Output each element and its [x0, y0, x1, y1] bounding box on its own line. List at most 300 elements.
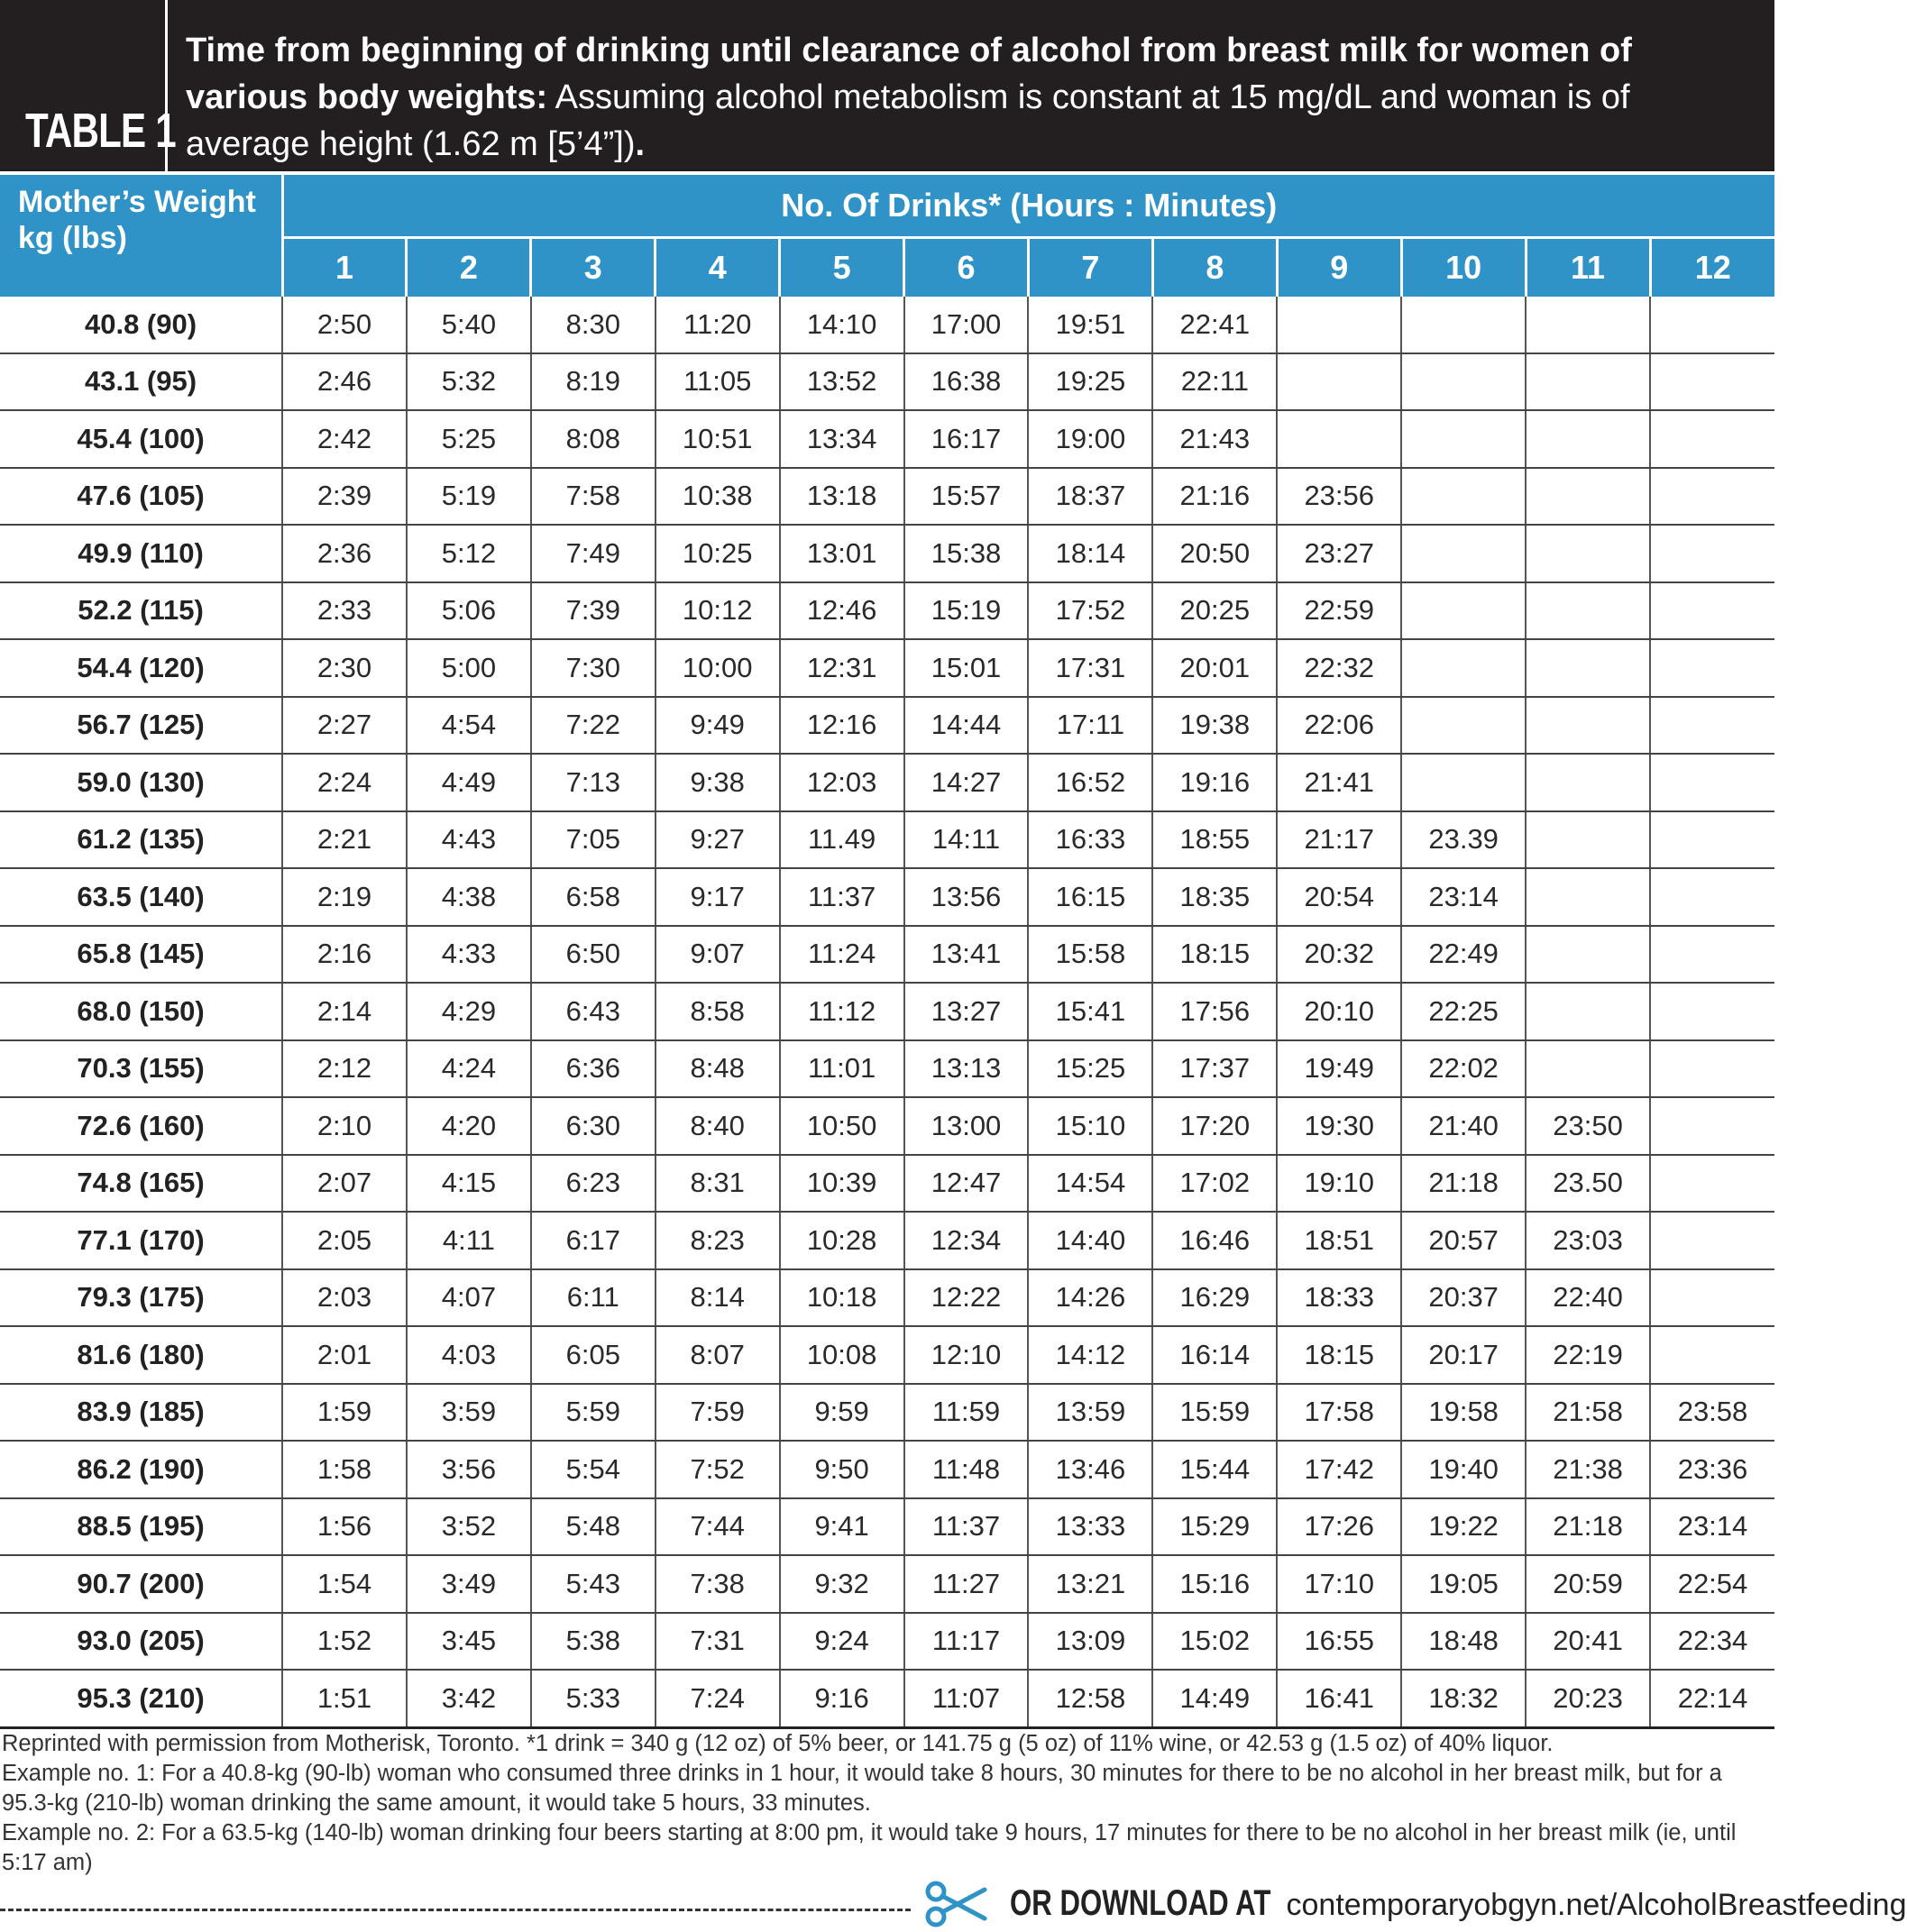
time-cell: 5:38 — [531, 1613, 656, 1671]
time-cell: 1:52 — [282, 1613, 407, 1671]
time-cell: 4:20 — [407, 1097, 531, 1155]
time-cell: 18:15 — [1152, 926, 1277, 984]
time-cell: 19:05 — [1401, 1555, 1526, 1613]
time-cell: 20:01 — [1152, 639, 1277, 697]
time-cell — [1401, 353, 1526, 411]
time-cell: 23:27 — [1277, 525, 1401, 582]
time-cell: 18:33 — [1277, 1269, 1401, 1327]
time-cell: 9:49 — [656, 697, 780, 755]
time-cell: 17:31 — [1028, 639, 1152, 697]
time-cell: 14:49 — [1152, 1670, 1277, 1727]
time-cell: 13:01 — [780, 525, 904, 582]
time-cell: 21:58 — [1526, 1384, 1650, 1442]
time-cell: 22:49 — [1401, 926, 1526, 984]
weight-cell: 77.1 (170) — [0, 1212, 282, 1269]
time-cell: 1:58 — [282, 1441, 407, 1498]
time-cell: 2:10 — [282, 1097, 407, 1155]
time-cell — [1526, 525, 1650, 582]
time-cell: 22:19 — [1526, 1326, 1650, 1384]
time-cell: 16:14 — [1152, 1326, 1277, 1384]
time-cell: 2:27 — [282, 697, 407, 755]
time-cell: 10:25 — [656, 525, 780, 582]
time-cell: 19:16 — [1152, 754, 1277, 811]
weight-cell: 68.0 (150) — [0, 983, 282, 1040]
time-cell: 21:41 — [1277, 754, 1401, 811]
time-cell: 10:08 — [780, 1326, 904, 1384]
time-cell — [1401, 754, 1526, 811]
time-cell: 15:01 — [904, 639, 1029, 697]
time-cell: 17:56 — [1152, 983, 1277, 1040]
drink-count-header: 2 — [407, 238, 531, 298]
time-cell — [1526, 410, 1650, 468]
time-cell: 8:40 — [656, 1097, 780, 1155]
time-cell: 4:33 — [407, 926, 531, 984]
time-cell: 14:40 — [1028, 1212, 1152, 1269]
time-cell: 17:42 — [1277, 1441, 1401, 1498]
table-row — [0, 1441, 1774, 1498]
weight-cell: 61.2 (135) — [0, 811, 282, 869]
weight-cell: 47.6 (105) — [0, 468, 282, 526]
weight-cell: 81.6 (180) — [0, 1326, 282, 1384]
download-label: OR DOWNLOAD AT — [1010, 1883, 1271, 1923]
time-cell: 6:36 — [531, 1040, 656, 1098]
time-cell: 20:17 — [1401, 1326, 1526, 1384]
time-cell: 15:38 — [904, 525, 1029, 582]
table-header-bar — [0, 0, 1774, 171]
weight-cell: 43.1 (95) — [0, 353, 282, 411]
time-cell: 13:00 — [904, 1097, 1029, 1155]
time-cell: 14:12 — [1028, 1326, 1152, 1384]
weight-cell: 59.0 (130) — [0, 754, 282, 811]
weight-cell: 52.2 (115) — [0, 582, 282, 640]
time-cell: 14:10 — [780, 297, 904, 353]
time-cell: 2:24 — [282, 754, 407, 811]
weight-cell: 63.5 (140) — [0, 868, 282, 926]
time-cell — [1526, 868, 1650, 926]
time-cell: 19:58 — [1401, 1384, 1526, 1442]
table-row — [0, 697, 1774, 755]
time-cell: 17:20 — [1152, 1097, 1277, 1155]
weight-cell: 54.4 (120) — [0, 639, 282, 697]
time-cell: 22:54 — [1650, 1555, 1774, 1613]
time-cell: 22:34 — [1650, 1613, 1774, 1671]
time-cell: 7:05 — [531, 811, 656, 869]
time-cell: 10:12 — [656, 582, 780, 640]
time-cell: 22:06 — [1277, 697, 1401, 755]
time-cell: 19:10 — [1277, 1155, 1401, 1213]
time-cell: 12:47 — [904, 1155, 1029, 1213]
time-cell: 5:59 — [531, 1384, 656, 1442]
time-cell — [1401, 639, 1526, 697]
time-cell — [1650, 353, 1774, 411]
time-cell: 6:23 — [531, 1155, 656, 1213]
time-cell — [1526, 297, 1650, 353]
table-row — [0, 1498, 1774, 1556]
time-cell: 12:31 — [780, 639, 904, 697]
time-cell: 16:29 — [1152, 1269, 1277, 1327]
time-cell — [1401, 582, 1526, 640]
drink-count-header: 12 — [1650, 238, 1774, 298]
time-cell: 3:42 — [407, 1670, 531, 1727]
time-cell: 20:59 — [1526, 1555, 1650, 1613]
time-cell — [1401, 697, 1526, 755]
time-cell: 12:10 — [904, 1326, 1029, 1384]
time-cell — [1650, 297, 1774, 353]
table-row — [0, 754, 1774, 811]
time-cell: 18:32 — [1401, 1670, 1526, 1727]
table-row — [0, 1097, 1774, 1155]
time-cell — [1401, 297, 1526, 353]
table-row — [0, 1384, 1774, 1442]
weight-cell: 90.7 (200) — [0, 1555, 282, 1613]
time-cell: 7:31 — [656, 1613, 780, 1671]
time-cell: 12:34 — [904, 1212, 1029, 1269]
time-cell: 14:27 — [904, 754, 1029, 811]
time-cell — [1650, 639, 1774, 697]
time-cell: 7:38 — [656, 1555, 780, 1613]
time-cell: 6:30 — [531, 1097, 656, 1155]
cut-line — [0, 1909, 911, 1911]
time-cell: 23:50 — [1526, 1097, 1650, 1155]
time-cell: 22:41 — [1152, 297, 1277, 353]
time-cell: 9:32 — [780, 1555, 904, 1613]
time-cell: 11:37 — [904, 1498, 1029, 1556]
weight-cell: 74.8 (165) — [0, 1155, 282, 1213]
time-cell: 5:19 — [407, 468, 531, 526]
time-cell: 18:35 — [1152, 868, 1277, 926]
weight-cell: 93.0 (205) — [0, 1613, 282, 1671]
time-cell: 11:07 — [904, 1670, 1029, 1727]
time-cell: 6:17 — [531, 1212, 656, 1269]
table-row — [0, 1613, 1774, 1671]
time-cell: 9:17 — [656, 868, 780, 926]
drink-count-header: 5 — [780, 238, 904, 298]
time-cell: 20:57 — [1401, 1212, 1526, 1269]
time-cell: 15:29 — [1152, 1498, 1277, 1556]
weight-cell: 40.8 (90) — [0, 297, 282, 353]
drink-count-header: 4 — [656, 238, 780, 298]
time-cell: 9:41 — [780, 1498, 904, 1556]
time-cell — [1650, 525, 1774, 582]
time-cell: 4:24 — [407, 1040, 531, 1098]
time-cell: 9:59 — [780, 1384, 904, 1442]
drink-count-header: 1 — [282, 238, 407, 298]
time-cell: 21:40 — [1401, 1097, 1526, 1155]
time-cell: 23:14 — [1650, 1498, 1774, 1556]
time-cell: 20:37 — [1401, 1269, 1526, 1327]
time-cell: 2:03 — [282, 1269, 407, 1327]
time-cell: 9:07 — [656, 926, 780, 984]
time-cell: 22:59 — [1277, 582, 1401, 640]
time-cell: 8:58 — [656, 983, 780, 1040]
time-cell: 2:16 — [282, 926, 407, 984]
weight-cell: 86.2 (190) — [0, 1441, 282, 1498]
time-cell: 16:55 — [1277, 1613, 1401, 1671]
footnote-source: Reprinted with permission from Motherisk, Toronto. *1 drink = 340 g (12 oz) of 5% beer, or 141.75 g (5 oz) of 11% wine, or 42.53 g (1.5 oz) of 40% liquor. — [2, 1731, 1554, 1756]
time-cell: 15:58 — [1028, 926, 1152, 984]
time-cell: 2:30 — [282, 639, 407, 697]
drink-count-header: 8 — [1152, 238, 1277, 298]
time-cell: 23:56 — [1277, 468, 1401, 526]
table-row — [0, 1040, 1774, 1098]
time-cell: 23:58 — [1650, 1384, 1774, 1442]
time-cell: 16:15 — [1028, 868, 1152, 926]
time-cell: 16:52 — [1028, 754, 1152, 811]
drink-count-header: 7 — [1028, 238, 1152, 298]
weight-cell: 72.6 (160) — [0, 1097, 282, 1155]
table-row — [0, 983, 1774, 1040]
time-cell: 13:59 — [1028, 1384, 1152, 1442]
time-cell: 2:19 — [282, 868, 407, 926]
time-cell: 2:33 — [282, 582, 407, 640]
time-cell: 4:38 — [407, 868, 531, 926]
time-cell: 8:19 — [531, 353, 656, 411]
table-row — [0, 525, 1774, 582]
time-cell: 20:54 — [1277, 868, 1401, 926]
time-cell: 13:09 — [1028, 1613, 1152, 1671]
time-cell: 8:14 — [656, 1269, 780, 1327]
drink-count-header: 10 — [1401, 238, 1526, 298]
time-cell — [1650, 1040, 1774, 1098]
time-cell: 7:58 — [531, 468, 656, 526]
time-cell: 21:16 — [1152, 468, 1277, 526]
time-cell: 23.50 — [1526, 1155, 1650, 1213]
time-cell — [1650, 868, 1774, 926]
time-cell: 19:25 — [1028, 353, 1152, 411]
time-cell: 16:46 — [1152, 1212, 1277, 1269]
time-cell: 7:49 — [531, 525, 656, 582]
time-cell: 5:06 — [407, 582, 531, 640]
table-row — [0, 868, 1774, 926]
weight-cell: 79.3 (175) — [0, 1269, 282, 1327]
download-url[interactable]: contemporaryobgyn.net/AlcoholBreastfeeding — [1286, 1888, 1907, 1922]
time-cell: 19:51 — [1028, 297, 1152, 353]
time-cell: 3:45 — [407, 1613, 531, 1671]
time-cell: 14:26 — [1028, 1269, 1152, 1327]
time-cell: 18:51 — [1277, 1212, 1401, 1269]
title-bold: Time from beginning of drinking until clearance of alcohol from breast milk for women of various body weights: — [186, 32, 1632, 116]
table-tag — [0, 0, 176, 171]
table-row — [0, 926, 1774, 984]
time-cell: 2:39 — [282, 468, 407, 526]
time-cell — [1526, 926, 1650, 984]
time-cell: 10:00 — [656, 639, 780, 697]
time-cell: 3:49 — [407, 1555, 531, 1613]
time-cell: 9:27 — [656, 811, 780, 869]
time-cell: 19:30 — [1277, 1097, 1401, 1155]
time-cell: 10:38 — [656, 468, 780, 526]
time-cell: 11:12 — [780, 983, 904, 1040]
time-cell: 2:01 — [282, 1326, 407, 1384]
time-cell: 10:50 — [780, 1097, 904, 1155]
time-cell: 15:16 — [1152, 1555, 1277, 1613]
time-cell — [1650, 1097, 1774, 1155]
time-cell: 18:55 — [1152, 811, 1277, 869]
time-cell: 15:25 — [1028, 1040, 1152, 1098]
weight-cell: 45.4 (100) — [0, 410, 282, 468]
time-cell: 4:43 — [407, 811, 531, 869]
time-cell: 4:29 — [407, 983, 531, 1040]
table-tag-label: TABLE 1 — [25, 104, 176, 158]
time-cell: 20:25 — [1152, 582, 1277, 640]
time-cell: 12:03 — [780, 754, 904, 811]
time-cell: 15:59 — [1152, 1384, 1277, 1442]
table-title — [186, 27, 1755, 168]
time-cell: 13:56 — [904, 868, 1029, 926]
time-cell: 7:59 — [656, 1384, 780, 1442]
time-cell — [1526, 754, 1650, 811]
time-cell: 15:57 — [904, 468, 1029, 526]
weight-cell: 95.3 (210) — [0, 1670, 282, 1727]
time-cell: 8:08 — [531, 410, 656, 468]
drinks-column-header: No. Of Drinks* (Hours : Minutes) — [282, 175, 1774, 238]
time-cell: 23.39 — [1401, 811, 1526, 869]
time-cell: 17:26 — [1277, 1498, 1401, 1556]
time-cell — [1401, 468, 1526, 526]
time-cell: 19:38 — [1152, 697, 1277, 755]
time-cell: 22:40 — [1526, 1269, 1650, 1327]
time-cell — [1526, 983, 1650, 1040]
time-cell: 13:34 — [780, 410, 904, 468]
time-cell — [1650, 811, 1774, 869]
table-row — [0, 1670, 1774, 1727]
time-cell: 4:54 — [407, 697, 531, 755]
time-cell — [1277, 297, 1401, 353]
time-cell: 5:12 — [407, 525, 531, 582]
time-cell: 14:44 — [904, 697, 1029, 755]
time-cell: 16:38 — [904, 353, 1029, 411]
title-end: . — [635, 125, 646, 163]
time-cell — [1526, 811, 1650, 869]
table-row — [0, 1326, 1774, 1384]
table-row — [0, 297, 1774, 353]
time-cell: 1:59 — [282, 1384, 407, 1442]
time-cell: 11:48 — [904, 1441, 1029, 1498]
time-cell: 21:17 — [1277, 811, 1401, 869]
table-row — [0, 468, 1774, 526]
time-cell: 4:03 — [407, 1326, 531, 1384]
time-cell: 9:38 — [656, 754, 780, 811]
time-cell: 16:33 — [1028, 811, 1152, 869]
time-cell — [1401, 410, 1526, 468]
time-cell: 20:10 — [1277, 983, 1401, 1040]
time-cell: 5:33 — [531, 1670, 656, 1727]
time-cell: 2:42 — [282, 410, 407, 468]
time-cell — [1650, 1269, 1774, 1327]
time-cell: 5:54 — [531, 1441, 656, 1498]
time-cell: 11:05 — [656, 353, 780, 411]
weight-cell: 88.5 (195) — [0, 1498, 282, 1556]
time-cell: 7:24 — [656, 1670, 780, 1727]
time-cell — [1650, 410, 1774, 468]
table-row — [0, 1155, 1774, 1213]
time-cell: 9:24 — [780, 1613, 904, 1671]
clearance-table — [0, 175, 1774, 1729]
time-cell: 19:49 — [1277, 1040, 1401, 1098]
footnote-example-1: Example no. 1: For a 40.8-kg (90-lb) woman who consumed three drinks in 1 hour, it would take 8 hours, 30 minutes for there to be no alcohol in her breast milk, but for a 95.3-kg (210-lb) woman drinking the same amount, it would take 5 hours, 33 minutes. — [2, 1761, 1722, 1816]
time-cell — [1526, 353, 1650, 411]
time-cell: 7:30 — [531, 639, 656, 697]
time-cell: 7:13 — [531, 754, 656, 811]
time-cell — [1650, 983, 1774, 1040]
time-cell: 5:40 — [407, 297, 531, 353]
time-cell: 22:32 — [1277, 639, 1401, 697]
time-cell: 15:44 — [1152, 1441, 1277, 1498]
time-cell: 21:38 — [1526, 1441, 1650, 1498]
weight-column-header: Mother’s Weight kg (lbs) — [0, 175, 282, 297]
time-cell: 16:17 — [904, 410, 1029, 468]
time-cell — [1650, 1212, 1774, 1269]
time-cell: 17:02 — [1152, 1155, 1277, 1213]
time-cell: 6:58 — [531, 868, 656, 926]
time-cell: 14:54 — [1028, 1155, 1152, 1213]
time-cell: 4:49 — [407, 754, 531, 811]
time-cell: 18:15 — [1277, 1326, 1401, 1384]
time-cell: 3:52 — [407, 1498, 531, 1556]
time-cell: 4:15 — [407, 1155, 531, 1213]
drink-count-header: 3 — [531, 238, 656, 298]
time-cell: 13:27 — [904, 983, 1029, 1040]
weight-cell: 83.9 (185) — [0, 1384, 282, 1442]
time-cell: 15:41 — [1028, 983, 1152, 1040]
time-cell: 11:59 — [904, 1384, 1029, 1442]
time-cell: 2:07 — [282, 1155, 407, 1213]
time-cell: 13:52 — [780, 353, 904, 411]
time-cell: 22:11 — [1152, 353, 1277, 411]
time-cell: 18:14 — [1028, 525, 1152, 582]
time-cell: 20:32 — [1277, 926, 1401, 984]
time-cell: 1:51 — [282, 1670, 407, 1727]
time-cell: 10:28 — [780, 1212, 904, 1269]
time-cell — [1650, 1155, 1774, 1213]
time-cell: 17:11 — [1028, 697, 1152, 755]
time-cell: 11:24 — [780, 926, 904, 984]
time-cell: 7:52 — [656, 1441, 780, 1498]
download-link[interactable] — [1010, 1883, 1907, 1924]
time-cell: 8:23 — [656, 1212, 780, 1269]
time-cell: 20:50 — [1152, 525, 1277, 582]
time-cell: 2:12 — [282, 1040, 407, 1098]
weight-cell: 70.3 (155) — [0, 1040, 282, 1098]
time-cell: 6:50 — [531, 926, 656, 984]
time-cell: 2:50 — [282, 297, 407, 353]
time-cell: 20:41 — [1526, 1613, 1650, 1671]
weight-cell: 65.8 (145) — [0, 926, 282, 984]
time-cell: 15:02 — [1152, 1613, 1277, 1671]
time-cell: 23:14 — [1401, 868, 1526, 926]
time-cell: 11.49 — [780, 811, 904, 869]
table-row — [0, 1555, 1774, 1613]
time-cell: 2:21 — [282, 811, 407, 869]
time-cell: 22:25 — [1401, 983, 1526, 1040]
time-cell — [1526, 582, 1650, 640]
time-cell: 11:17 — [904, 1613, 1029, 1671]
time-cell: 13:13 — [904, 1040, 1029, 1098]
table-row — [0, 1212, 1774, 1269]
time-cell: 7:22 — [531, 697, 656, 755]
time-cell: 19:40 — [1401, 1441, 1526, 1498]
time-cell: 2:14 — [282, 983, 407, 1040]
time-cell: 11:37 — [780, 868, 904, 926]
time-cell: 17:37 — [1152, 1040, 1277, 1098]
title-rest: Assuming alcohol metabolism is constant at 15 mg/dL and woman is of average height (1.62 m [5’4”]) — [186, 78, 1630, 163]
time-cell: 5:00 — [407, 639, 531, 697]
time-cell: 17:58 — [1277, 1384, 1401, 1442]
time-cell: 10:18 — [780, 1269, 904, 1327]
time-cell: 13:21 — [1028, 1555, 1152, 1613]
time-cell: 5:32 — [407, 353, 531, 411]
time-cell: 4:11 — [407, 1212, 531, 1269]
